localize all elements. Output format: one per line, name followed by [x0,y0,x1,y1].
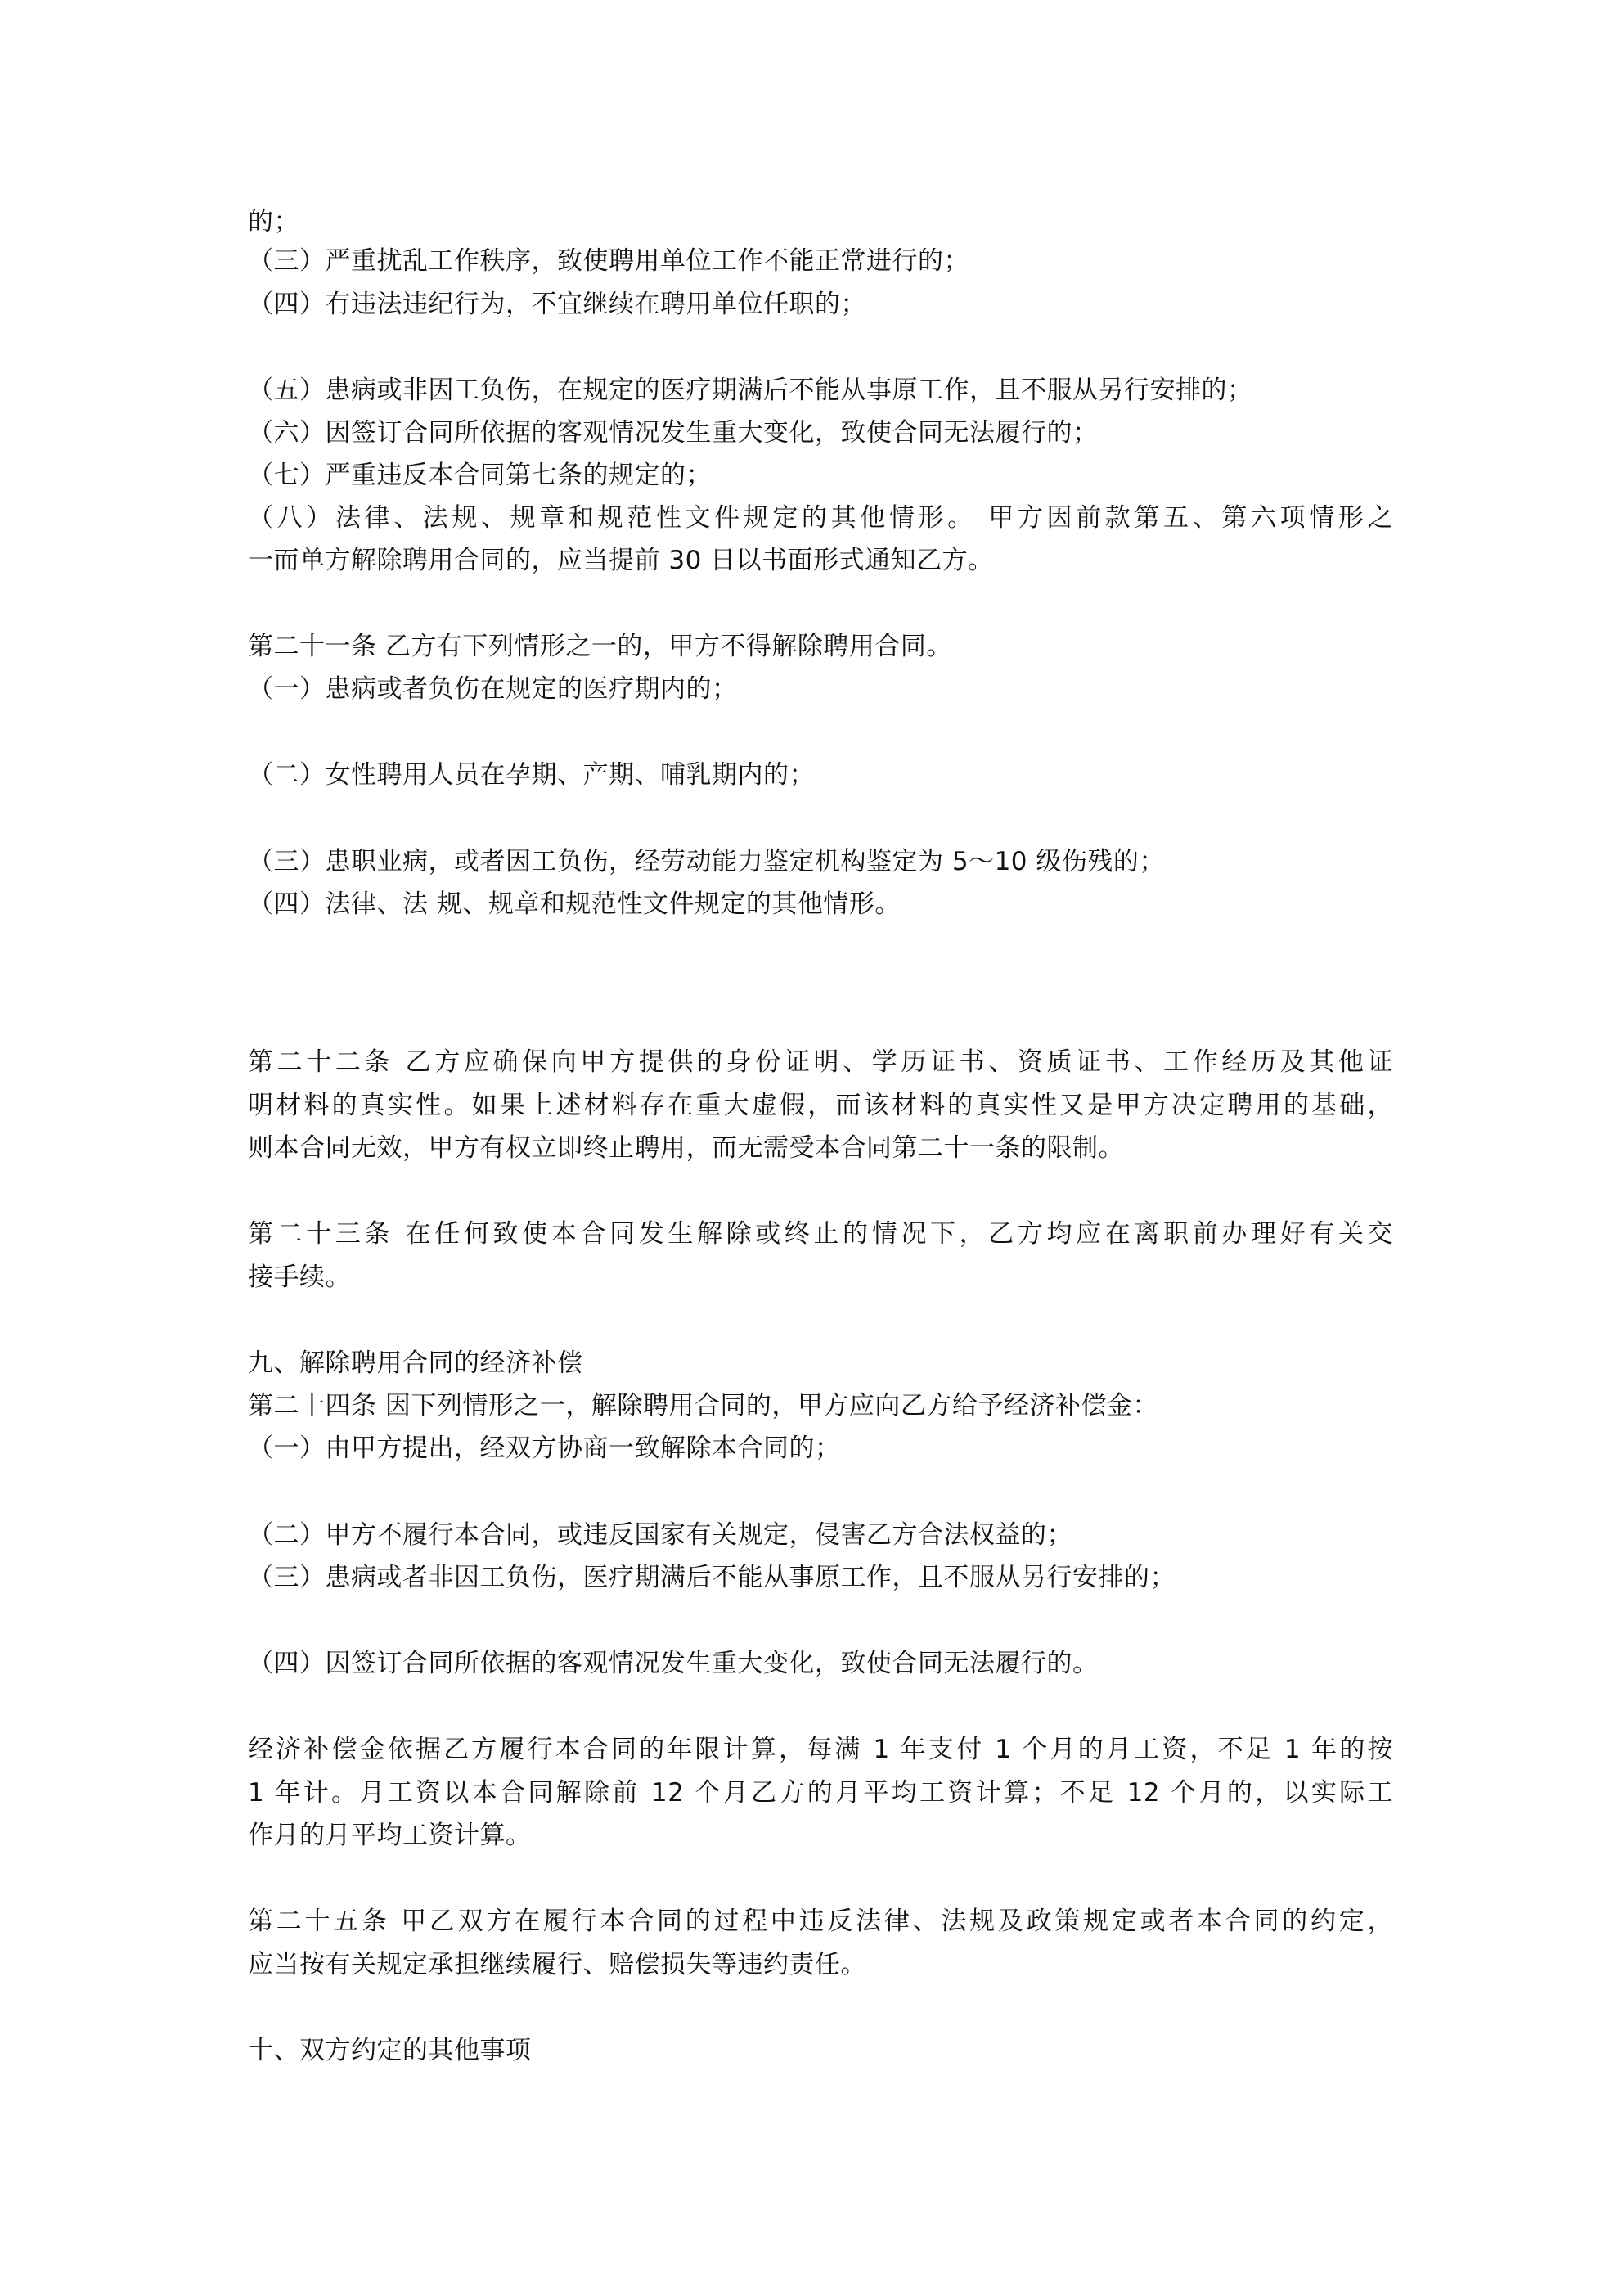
text-line: 应当按有关规定承担继续履行、赔偿损失等违约责任。 [248,1950,866,1979]
section-heading: 九、解除聘用合同的经济补偿 [248,1348,583,1378]
text-line: 一而单方解除聘用合同的，应当提前 30 日以书面形式通知乙方。 [248,546,994,575]
text-line: 经济补偿金依据乙方履行本合同的年限计算，每满 1 年支付 1 个月的月工资，不足 1 年的按 [248,1735,1393,1764]
section-heading: 十、双方约定的其他事项 [248,2036,532,2065]
text-line: （三）患病或者非因工负伤，医疗期满后不能从事原工作，且不服从另行安排的； [248,1563,1176,1592]
text-line: 第二十五条 甲乙双方在履行本合同的过程中违反法律、法规及政策规定或者本合同的约定， [248,1907,1393,1936]
text-line: （四）因签订合同所依据的客观情况发生重大变化，致使合同无法履行的。 [248,1649,1099,1678]
text-line: （一）由甲方提出，经双方协商一致解除本合同的； [248,1434,841,1463]
text-line: （八）法律、法规、规章和规范性文件规定的其他情形。 甲方因前款第五、第六项情形之 [248,503,1393,533]
text-line: 第二十四条 因下列情形之一，解除聘用合同的，甲方应向乙方给予经济补偿金： [248,1391,1158,1420]
text-line: （二）甲方不履行本合同，或违反国家有关规定，侵害乙方合法权益的； [248,1520,1072,1550]
text-line: 第二十二条 乙方应确保向甲方提供的身份证明、学历证书、资质证书、工作经历及其他证 [248,1047,1393,1077]
text-line: （四）有违法违纪行为，不宜继续在聘用单位任职的； [248,290,866,319]
text-line: （七）严重违反本合同第七条的规定的； [248,461,712,490]
text-line: 的； [248,207,299,236]
text-line: （五）患病或非因工负伤，在规定的医疗期满后不能从事原工作，且不服从另行安排的； [248,376,1253,405]
text-line: 作月的月平均工资计算。 [248,1821,532,1850]
text-line: （三）严重扰乱工作秩序，致使聘用单位工作不能正常进行的； [248,246,969,276]
text-line: （六）因签订合同所依据的客观情况发生重大变化，致使合同无法履行的； [248,418,1099,448]
text-line: （四）法律、法 规、规章和规范性文件规定的其他情形。 [248,889,901,919]
text-line: 则本合同无效，甲方有权立即终止聘用，而无需受本合同第二十一条的限制。 [248,1133,1124,1163]
text-line: （三）患职业病，或者因工负伤，经劳动能力鉴定机构鉴定为 5～10 级伤残的； [248,847,1165,876]
text-line: （一）患病或者负伤在规定的医疗期内的； [248,674,738,704]
text-line: 1 年计。月工资以本合同解除前 12 个月乙方的月平均工资计算；不足 12 个月的，以实际工 [248,1778,1393,1808]
text-line: 第二十三条 在任何致使本合同发生解除或终止的情况下，乙方均应在离职前办理好有关交 [248,1219,1393,1249]
text-line: （二）女性聘用人员在孕期、产期、哺乳期内的； [248,760,815,790]
text-line: 第二十一条 乙方有下列情形之一的，甲方不得解除聘用合同。 [248,632,952,661]
text-line: 接手续。 [248,1263,351,1292]
text-line: 明材料的真实性。如果上述材料存在重大虚假，而该材料的真实性又是甲方决定聘用的基础， [248,1091,1393,1120]
